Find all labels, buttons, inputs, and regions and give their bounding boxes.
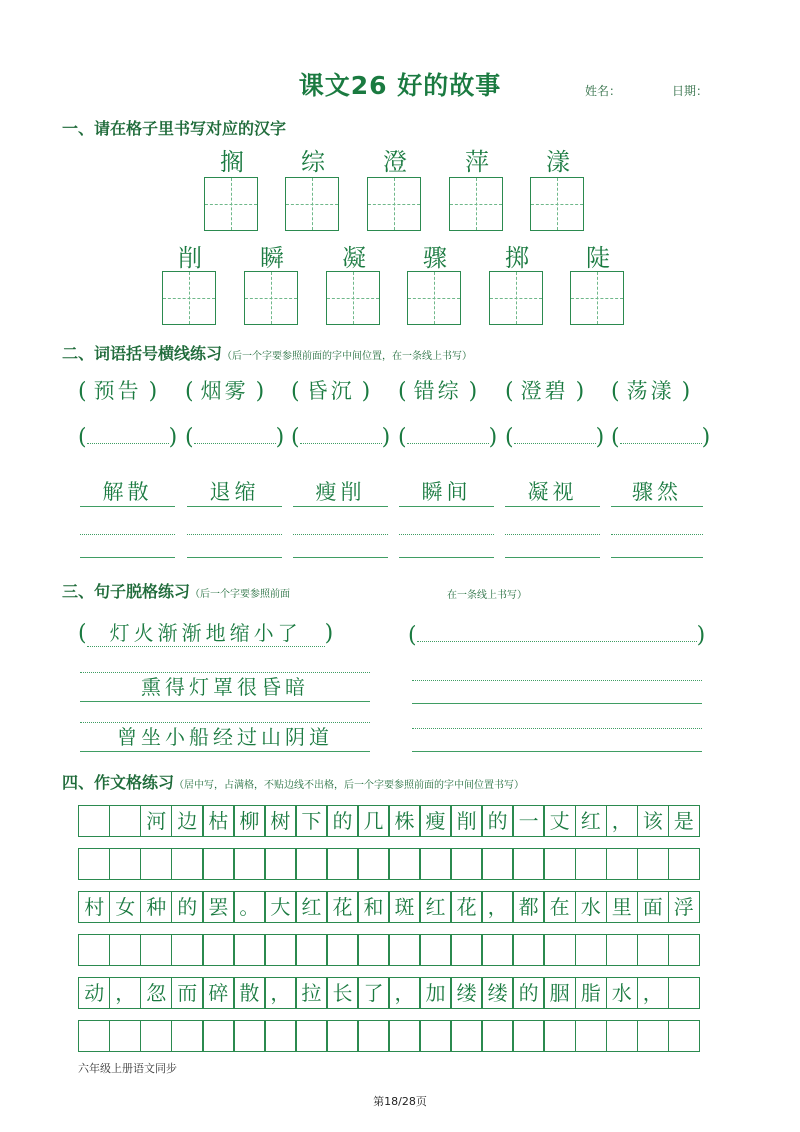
grid-cell [326, 934, 358, 966]
grid-cell: 缕 [481, 977, 513, 1009]
section2-title: 二、词语括号横线练习 [62, 344, 223, 363]
grid-cell [233, 934, 265, 966]
empty-paren: ( ) [611, 425, 711, 450]
paren-word-3: ( 昏沉 ) [291, 379, 371, 404]
grid-cell [388, 934, 420, 966]
grid-cell [78, 848, 110, 880]
section4-title: 四、作文格练习 [62, 773, 175, 792]
grid-cell [606, 848, 638, 880]
grid-cell [140, 1020, 172, 1052]
grid-cell: 的 [481, 805, 513, 837]
grid-cell [109, 934, 141, 966]
name-label: 姓名： [585, 84, 622, 98]
empty-paren: ( ) [185, 425, 285, 450]
grid-cell [233, 1020, 265, 1052]
grid-cell [450, 848, 482, 880]
grid-cell: 河 [140, 805, 172, 837]
grid-cell: 的 [171, 891, 203, 923]
grid-cell: 大 [264, 891, 296, 923]
grid-cell: 是 [668, 805, 700, 837]
grid-cell [264, 934, 296, 966]
grid-cell: 的 [512, 977, 544, 1009]
grid-cell: 里 [606, 891, 638, 923]
empty-paren: ( ) [291, 425, 391, 450]
grid-row [78, 848, 700, 880]
practice-line [293, 534, 388, 558]
grid-cell [357, 848, 389, 880]
grid-cell [357, 934, 389, 966]
grid-cell [326, 1020, 358, 1052]
grid-cell: 削 [450, 805, 482, 837]
page-number: 第18/28页 [373, 1095, 427, 1108]
practice-line [611, 534, 703, 558]
grid-cell: 胭 [543, 977, 575, 1009]
grid-cell [512, 1020, 544, 1052]
grid-cell [637, 934, 669, 966]
grid-cell: 该 [637, 805, 669, 837]
section4-note: （居中写，占满格，不贴边线不出格，后一个字要参照前面的字中间位置书写） [174, 780, 525, 791]
grid-cell [109, 848, 141, 880]
grid-cell [171, 848, 203, 880]
grid-cell: 瘦 [419, 805, 451, 837]
writing-box [162, 271, 216, 325]
book-label: 六年级上册语文同步 [78, 1062, 177, 1075]
grid-cell [140, 848, 172, 880]
grid-cell [450, 934, 482, 966]
grid-cell [295, 934, 327, 966]
grid-cell: 柳 [233, 805, 265, 837]
grid-cell: 斑 [388, 891, 420, 923]
grid-cell: 长 [326, 977, 358, 1009]
grid-cell: 株 [388, 805, 420, 837]
grid-cell [78, 1020, 110, 1052]
paren-word-6: ( 荡漾 ) [611, 379, 691, 404]
underline-word-6: 骤然 [611, 476, 703, 507]
grid-cell [264, 848, 296, 880]
grid-cell [78, 805, 110, 837]
char-label: 漾 [546, 148, 570, 176]
char-label: 陡 [586, 244, 610, 272]
grid-cell: 动 [78, 977, 110, 1009]
grid-cell [450, 1020, 482, 1052]
grid-cell: 女 [109, 891, 141, 923]
grid-cell [575, 1020, 607, 1052]
grid-cell [575, 934, 607, 966]
empty-paren: ( ) [398, 425, 498, 450]
grid-cell [668, 977, 700, 1009]
writing-box [244, 271, 298, 325]
grid-cell [481, 1020, 513, 1052]
grid-cell: 枯 [202, 805, 234, 837]
char-label: 瞬 [260, 244, 284, 272]
section2-note: （后一个字要参照前面的字中间位置，在一条线上书写） [222, 351, 473, 362]
grid-cell [575, 848, 607, 880]
grid-cell [264, 1020, 296, 1052]
section3-note-left: （后一个字要参照前面 [190, 589, 291, 600]
grid-cell [326, 848, 358, 880]
grid-row [78, 977, 700, 1009]
grid-cell [606, 934, 638, 966]
char-label: 骤 [423, 244, 447, 272]
empty-paren: ( ) [78, 425, 178, 450]
char-label: 搁 [220, 148, 244, 176]
grid-cell [388, 848, 420, 880]
writing-box [570, 271, 624, 325]
empty-sentence-paren: ( ) [408, 617, 705, 648]
grid-cell [78, 934, 110, 966]
grid-cell: 花 [450, 891, 482, 923]
section3-note-right-wrap [447, 583, 527, 602]
sentence-3: 曾坐小船经过山阴道 [80, 722, 370, 752]
practice-line [412, 680, 702, 704]
char-label: 掷 [505, 244, 529, 272]
grid-cell: 的 [326, 805, 358, 837]
writing-box [326, 271, 380, 325]
grid-cell [109, 805, 141, 837]
grid-cell [606, 1020, 638, 1052]
grid-cell [637, 848, 669, 880]
page-title: 课文26 好的故事 [298, 71, 502, 100]
grid-cell [481, 934, 513, 966]
grid-cell: 碎 [202, 977, 234, 1009]
grid-cell: 红 [419, 891, 451, 923]
grid-cell [233, 848, 265, 880]
grid-cell: 加 [419, 977, 451, 1009]
grid-cell [171, 1020, 203, 1052]
grid-cell: 一 [512, 805, 544, 837]
section4-heading [62, 770, 524, 793]
grid-cell [512, 848, 544, 880]
grid-cell: ， [606, 805, 638, 837]
grid-cell: 面 [637, 891, 669, 923]
grid-cell [668, 1020, 700, 1052]
char-label: 综 [301, 148, 325, 176]
underline-word-3: 瘦削 [293, 476, 388, 507]
grid-cell: ， [637, 977, 669, 1009]
grid-cell: 脂 [575, 977, 607, 1009]
grid-cell [668, 934, 700, 966]
paren-word-2: ( 烟雾 ) [185, 379, 265, 404]
grid-cell [543, 1020, 575, 1052]
sentence-2: 熏得灯罩很昏暗 [80, 672, 370, 702]
grid-row [78, 1020, 700, 1052]
grid-cell: 边 [171, 805, 203, 837]
paren-word-4: ( 错综 ) [398, 379, 478, 404]
grid-cell [637, 1020, 669, 1052]
writing-box [449, 177, 503, 231]
section1-heading: 一、请在格子里书写对应的汉字 [62, 119, 287, 138]
grid-cell: 红 [575, 805, 607, 837]
grid-cell: 忽 [140, 977, 172, 1009]
grid-cell: 花 [326, 891, 358, 923]
grid-cell: 几 [357, 805, 389, 837]
grid-cell: 散 [233, 977, 265, 1009]
grid-cell [419, 848, 451, 880]
date-label: 日期： [672, 84, 709, 98]
practice-line [80, 534, 175, 558]
grid-cell: 都 [512, 891, 544, 923]
grid-cell: 在 [543, 891, 575, 923]
grid-cell [295, 1020, 327, 1052]
grid-cell: 了 [357, 977, 389, 1009]
grid-row [78, 934, 700, 966]
grid-cell: 而 [171, 977, 203, 1009]
grid-cell [543, 934, 575, 966]
char-label: 澄 [383, 148, 407, 176]
grid-cell: 红 [295, 891, 327, 923]
grid-cell [109, 1020, 141, 1052]
underline-word-2: 退缩 [187, 476, 282, 507]
grid-cell: 水 [575, 891, 607, 923]
writing-box [285, 177, 339, 231]
grid-cell: 罢 [202, 891, 234, 923]
paren-word-1: ( 预告 ) [78, 379, 158, 404]
grid-cell [481, 848, 513, 880]
grid-cell: 拉 [295, 977, 327, 1009]
grid-cell [512, 934, 544, 966]
writing-box [367, 177, 421, 231]
sentence-paren: ( 灯火渐渐地缩小了 ) [78, 617, 333, 647]
grid-cell: ， [481, 891, 513, 923]
grid-cell: 种 [140, 891, 172, 923]
section3-heading [62, 579, 290, 602]
grid-cell [295, 848, 327, 880]
grid-cell [202, 934, 234, 966]
grid-cell [419, 934, 451, 966]
grid-cell: ， [264, 977, 296, 1009]
grid-cell [202, 848, 234, 880]
sentence-1: 灯火渐渐地缩小了 [87, 617, 325, 647]
grid-cell [668, 848, 700, 880]
practice-line [399, 534, 494, 558]
section2-heading [62, 341, 472, 364]
underline-word-1: 解散 [80, 476, 175, 507]
grid-row [78, 891, 700, 923]
grid-row [78, 805, 700, 837]
grid-cell: 村 [78, 891, 110, 923]
grid-cell: 树 [264, 805, 296, 837]
empty-paren: ( ) [505, 425, 605, 450]
writing-box [407, 271, 461, 325]
grid-cell [388, 1020, 420, 1052]
grid-cell [357, 1020, 389, 1052]
grid-cell: 下 [295, 805, 327, 837]
section3-note-right: 在一条线上书写） [447, 590, 527, 601]
grid-cell: 浮 [668, 891, 700, 923]
writing-box [530, 177, 584, 231]
paren-word-5: ( 澄碧 ) [505, 379, 585, 404]
grid-cell: 。 [233, 891, 265, 923]
grid-cell: ， [388, 977, 420, 1009]
writing-box [204, 177, 258, 231]
grid-cell: 缕 [450, 977, 482, 1009]
grid-cell: 和 [357, 891, 389, 923]
char-label: 削 [178, 244, 202, 272]
grid-cell [419, 1020, 451, 1052]
underline-word-5: 凝视 [505, 476, 600, 507]
practice-line [187, 534, 282, 558]
grid-cell [171, 934, 203, 966]
char-label: 凝 [342, 244, 366, 272]
char-label: 萍 [465, 148, 489, 176]
grid-cell: 水 [606, 977, 638, 1009]
grid-cell: 丈 [543, 805, 575, 837]
practice-line [505, 534, 600, 558]
section3-title: 三、句子脱格练习 [62, 582, 191, 601]
grid-cell: ， [109, 977, 141, 1009]
grid-cell [202, 1020, 234, 1052]
underline-word-4: 瞬间 [399, 476, 494, 507]
composition-grid [78, 805, 700, 1063]
writing-box [489, 271, 543, 325]
practice-line [412, 728, 702, 752]
grid-cell [140, 934, 172, 966]
grid-cell [543, 848, 575, 880]
